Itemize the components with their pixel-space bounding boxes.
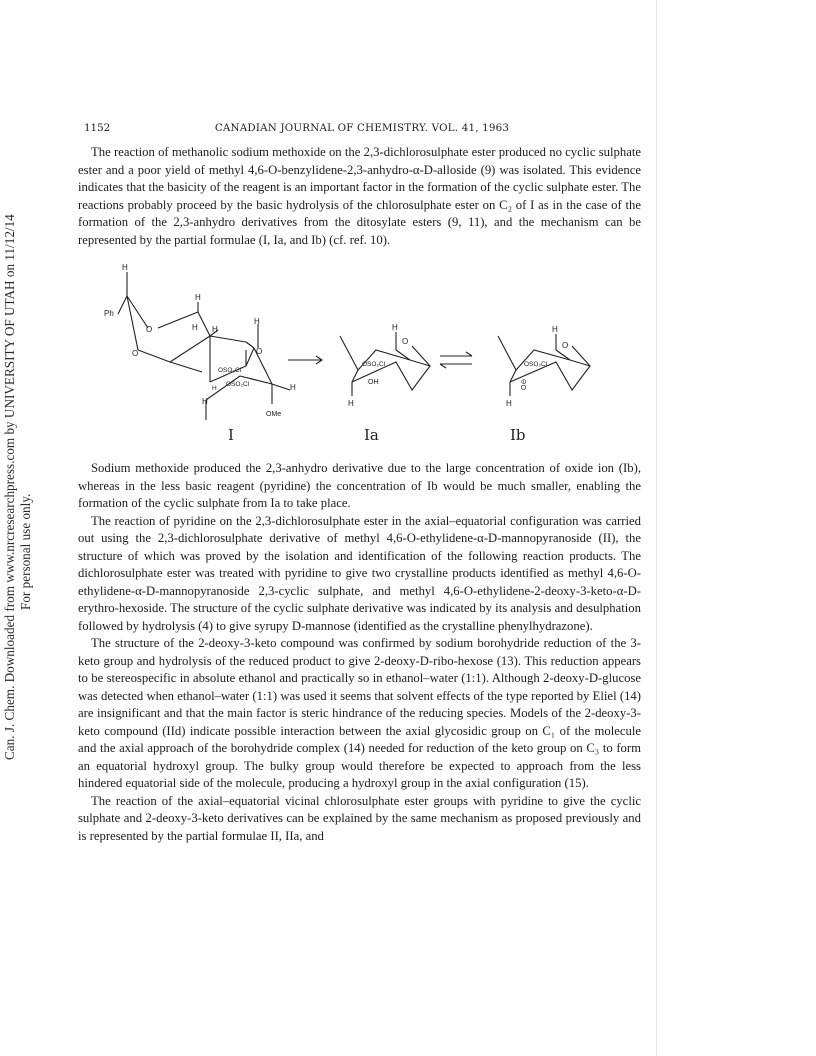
atom-label: H (552, 325, 558, 334)
structure-I-label: I (228, 426, 234, 444)
paragraph: The reaction of pyridine on the 2,3-dichlorosulphate ester in the axial–equatorial configuration was carried out using the 2,3-dichlorosulphate derivative of methyl 4,6-O-ethylidene-α-D-mannopyranoside (II), the structure of which was proved by the isolation and identification of the following reaction products. The dichlorosulphate ester was treated with pyridine to give two crystalline products identified as methyl 4,6-O-ethylidene-α-D-mannopyranoside 2,3-cyclic sulphate, and methyl 4,6-O-ethylidene-2-deoxy-3-keto-α-D-erythro-hexoside. The structure of the cyclic sulphate derivative was indicated by its analysis and desulphation followed by hydrolysis (4) to give syrupy D-mannose (identified as the crystalline phenylhydrazone). (78, 513, 641, 633)
page-number: 1152 (84, 122, 111, 134)
atom-label: O (146, 325, 153, 334)
atom-label: O (562, 341, 569, 350)
atom-label: H (290, 383, 296, 392)
reaction-scheme (100, 263, 640, 452)
page-edge-rule (656, 0, 657, 1056)
watermark-line-2: For personal use only. (18, 493, 33, 610)
watermark-line-1: Can. J. Chem. Downloaded from www.nrcresearchpress.com by UNIVERSITY OF UTAH on 11/12/14 (2, 214, 17, 760)
atom-label: H (212, 325, 218, 334)
structure-I-labels (104, 263, 296, 418)
substituent-label: O⊖ (521, 378, 528, 390)
structure-Ia-label: Ia (364, 426, 379, 444)
paragraph: The structure of the 2-deoxy-3-keto compound was confirmed by sodium borohydride reduction of the 3-keto group and hydrolysis of the reduced product to give 2-deoxy-D-ribo-hexose (13). This reduction appears to be stereospecific in absolute ethanol and practically so in ethanol–water (1:1). Although 2-deoxy-D-glucose was detected when ethanol–water (1:1) was used it seems that solvent effects of the type reported by Eliel (14) are insignificant and that the main factor is steric hindrance of the reducing species. Models of the 2-deoxy-3-keto compound (IId) indicate possible interaction between the axial glycosidic group on C₁ of the molecule and the axial approach of the borohydride complex (14) needed for reduction of the keto group on C₃ to form an equatorial hydroxyl group. The bulky group would therefore be expected to approach from the less hindered equatorial side of the molecule, producing a hydroxyl group in the axial configuration (15). (78, 636, 641, 790)
atom-label: O (256, 347, 263, 356)
structure-Ib-label: Ib (510, 426, 526, 444)
journal-title: CANADIAN JOURNAL OF CHEMISTRY. VOL. 41, 1963 (214, 122, 510, 134)
atom-label: H (192, 323, 198, 332)
atom-label: H (392, 323, 398, 332)
reaction-scheme-drawing (100, 263, 640, 452)
atom-label: H (506, 399, 512, 408)
substituent-label: OSO₂Cl (362, 361, 386, 368)
atom-label: H (202, 397, 208, 406)
phenyl-label: Ph (104, 309, 114, 318)
substituent-label: OMe (266, 411, 282, 418)
atom-label: O (132, 349, 139, 358)
arrow-equilibrium (440, 352, 472, 368)
paragraph: The reaction of methanolic sodium methoxide on the 2,3-dichlorosulphate ester produced no cyclic sulphate ester and a poor yield of methyl 4,6-O-benzylidene-2,3-anhydro-α-D-alloside (9) was isolated. This evidence indicates that the basicity of the reagent is an important factor in the formation of the cyclic sulphate ester. The reactions probably proceed by the basic hydrolysis of the chlorosulphate ester on C₂ of I as in the case of the formation of the 2,3-anhydro derivatives from the ditosylate esters (9, 11), and the mechanism can be represented by the partial formulae (I, Ia, and Ib) (cf. ref. 10). (78, 145, 641, 247)
body-text-bottom (78, 460, 641, 845)
atom-label: O (402, 337, 409, 346)
arrow-forward (288, 356, 322, 364)
atom-label: H (195, 293, 201, 302)
paragraph: Sodium methoxide produced the 2,3-anhydro derivative due to the large concentration of oxide ion (Ib), whereas in the less basic reagent (pyridine) the concentration of Ib would be much smaller, enabling the formation of the cyclic sulphate from Ia to take place. (78, 461, 641, 510)
substituent-label: OSO₂Cl (226, 381, 250, 388)
body-text-top (78, 144, 641, 249)
atom-label: H (122, 263, 128, 272)
atom-label: H (212, 385, 217, 392)
paragraph: The reaction of the axial–equatorial vicinal chlorosulphate ester groups with pyridine to give the cyclic sulphate and 2-deoxy-3-keto derivatives can be explained by the same mechanism as proposed previously and is represented by the partial formulae II, IIa, and (78, 793, 641, 843)
substituent-label: OSO₂Cl (218, 367, 242, 374)
atom-label: H (348, 399, 354, 408)
substituent-label: OSO₂Cl (524, 361, 548, 368)
substituent-label: OH (368, 379, 379, 386)
download-watermark (0, 0, 60, 1056)
atom-label: H (254, 317, 260, 326)
structure-Ia-labels (348, 323, 408, 408)
running-header (84, 122, 640, 138)
